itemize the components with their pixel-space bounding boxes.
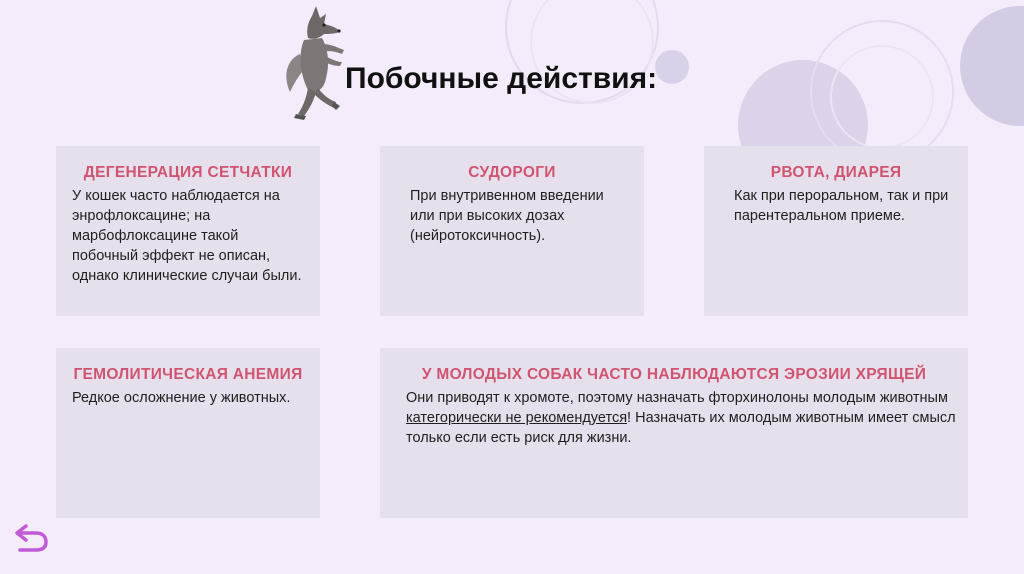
- decor-circle: [960, 6, 1024, 126]
- card-hemolytic-anemia: [56, 348, 320, 518]
- card-text: Редкое осложнение у животных.: [72, 390, 291, 406]
- card-heading: СУДОРОГИ: [468, 164, 556, 181]
- card-seizures: [380, 146, 644, 316]
- card-heading: ГЕМОЛИТИЧЕСКАЯ АНЕМИЯ: [73, 366, 303, 383]
- card-retinal-degeneration: [56, 146, 320, 316]
- card-heading: РВОТА, ДИАРЕЯ: [770, 164, 902, 181]
- card-text-part: ! Назначать их молодым животным имеет смысл только если есть риск для жизни.: [406, 410, 956, 446]
- card-text: У кошек часто наблюдается на энрофлоксацине; на марбофлоксацине такой побочный эффект не описан, однако клинические случаи были.: [72, 188, 302, 284]
- card-text-part: Они приводят к хромоте, поэтому назначать фторхинолоны молодым животным: [406, 390, 948, 406]
- card-heading: У МОЛОДЫХ СОБАК ЧАСТО НАБЛЮДАЮТСЯ ЭРОЗИИ ХРЯЩЕЙ: [421, 366, 927, 383]
- return-arrow-icon[interactable]: [12, 522, 50, 554]
- page-title: Побочные действия:: [345, 62, 658, 95]
- card-vomiting-diarrhea: [704, 146, 968, 316]
- card-text-underlined: категорически не рекомендуется: [406, 410, 628, 426]
- decor-ring: [830, 45, 934, 149]
- decor-circle: [655, 50, 689, 84]
- card-cartilage-erosion: [380, 348, 968, 518]
- card-heading: ДЕГЕНЕРАЦИЯ СЕТЧАТКИ: [83, 164, 293, 181]
- card-text: [392, 388, 956, 448]
- card-text: Как при пероральном, так и при парентеральном приеме.: [734, 188, 949, 224]
- card-text: При внутривенном введении или при высоких дозах (нейротоксичность).: [410, 188, 604, 244]
